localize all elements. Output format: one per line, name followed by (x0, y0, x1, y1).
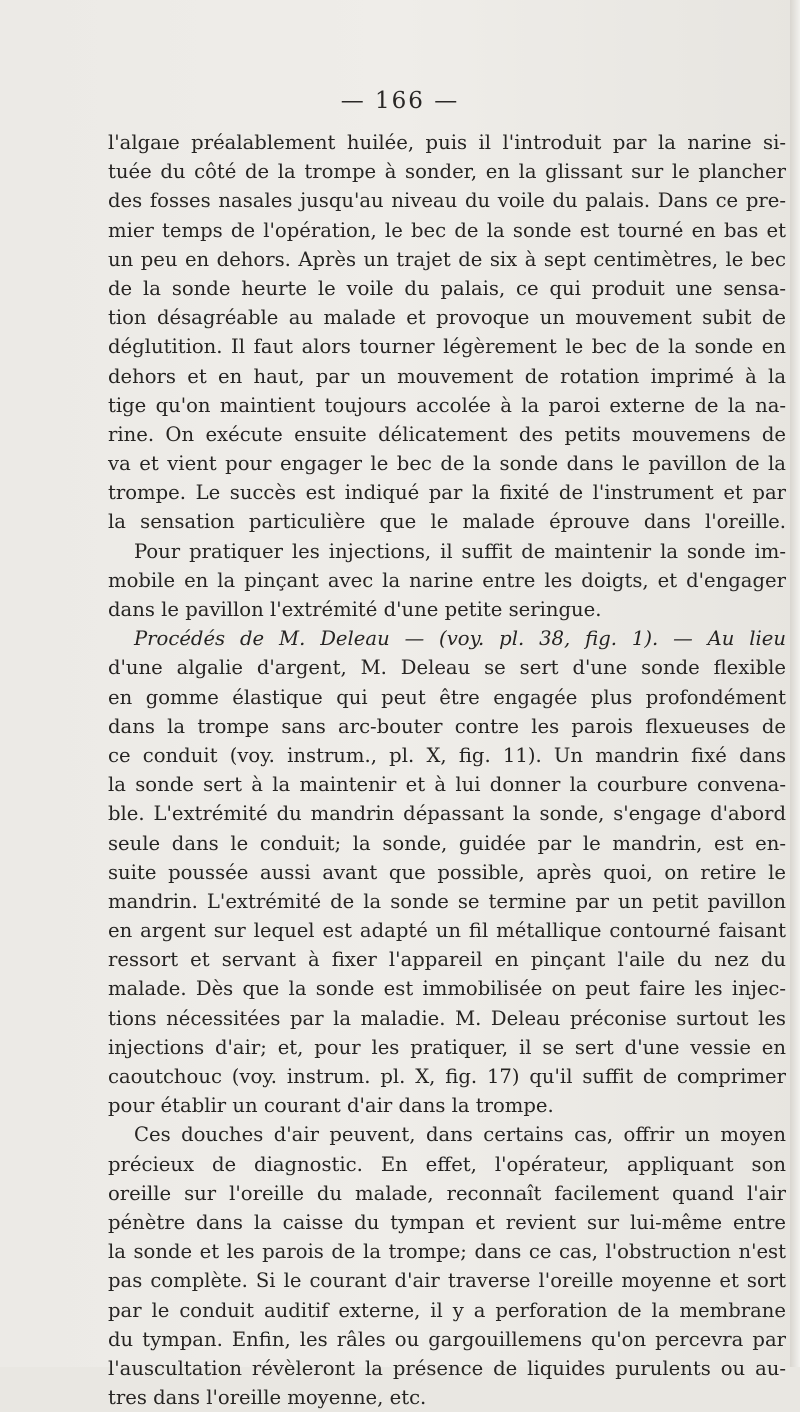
text-line: Ces douches d'air peuvent, dans certains cas, offrir un moyen (134, 1123, 786, 1147)
text-line: pénètre dans la caisse du tympan et revient sur lui-même entre (108, 1210, 786, 1234)
text-line: ble. L'extrémité du mandrin dépassant la sonde, s'engage d'abord (108, 802, 786, 826)
text-line: rine. On exécute ensuite délicatement des petits mouvemens de (108, 422, 786, 446)
text-line: malade. Dès que la sonde est immobilisée on peut faire les injec- (108, 977, 786, 1001)
text-line: précieux de diagnostic. En effet, l'opérateur, appliquant son (108, 1152, 786, 1176)
text-line: en argent sur lequel est adapté un fil métallique contourné faisant (108, 919, 786, 943)
text-line: caoutchouc (voy. instrum. pl. X, fig. 17) qu'il suffit de comprimer (108, 1065, 786, 1088)
text-line: la sensation particulière que le malade éprouve dans l'oreille. (108, 510, 786, 534)
text-line: mobile en la pinçant avec la narine entre les doigts, et d'engager (108, 568, 786, 592)
page-edge (790, 0, 800, 1367)
text-line: dans le pavillon l'extrémité d'une petite seringue. (108, 598, 602, 621)
text-line: tion désagréable au malade et provoque un mouvement subit de (108, 306, 786, 330)
page-number: — 166 — (340, 88, 460, 114)
text-line: tuée du côté de la trompe à sonder, en la glissant sur le plancher (108, 160, 786, 184)
text-line: tres dans l'oreille moyenne, etc. (108, 1386, 427, 1410)
text-line: l'auscultation révèleront la présence de liquides purulents ou au- (108, 1356, 786, 1380)
text-line: en gomme élastique qui peut être engagée plus profondément (108, 685, 786, 709)
text-line: pas complète. Si le courant d'air traverse l'oreille moyenne et sort (108, 1269, 786, 1293)
text-line: un peu en dehors. Après un trajet de six à sept centimètres, le bec (108, 247, 786, 271)
text-line: tige qu'on maintient toujours accolée à la paroi externe de la na- (108, 393, 786, 417)
text-line: de la sonde heurte le voile du palais, ce qui produit une sensa- (108, 276, 786, 300)
text-line: d'une algalie d'argent, M. Deleau se sert d'une sonde flexible (108, 656, 786, 680)
text-line: des fosses nasales jusqu'au niveau du voile du palais. Dans ce pre- (108, 189, 786, 213)
body-text (108, 128, 786, 1412)
text-line: la sonde et les parois de la trompe; dans ce cas, l'obstruction n'est (108, 1240, 786, 1264)
text-line: pour établir un courant d'air dans la trompe. (108, 1094, 554, 1118)
text-line: oreille sur l'oreille du malade, reconnaît facilement quand l'air (108, 1181, 786, 1205)
text-line: dehors et en haut, par un mouvement de rotation imprimé à la (108, 364, 786, 388)
text-line: va et vient pour engager le bec de la sonde dans le pavillon de la (108, 452, 786, 476)
text-line: la sonde sert à la maintenir et à lui donner la courbure convena- (108, 773, 786, 797)
text-line: par le conduit auditif externe, il y a perforation de la membrane (108, 1298, 786, 1322)
text-line: du tympan. Enfin, les râles ou gargouillemens qu'on percevra par (108, 1327, 786, 1351)
text-line: seule dans le conduit; la sonde, guidée par le mandrin, est en- (108, 831, 786, 855)
text-line: suite poussée aussi avant que possible, après quoi, on retire le (108, 860, 786, 884)
text-line: tions nécessitées par la maladie. M. Deleau préconise surtout les (108, 1006, 786, 1030)
text-line: trompe. Le succès est indiqué par la fixité de l'instrument et par (108, 481, 786, 505)
text-line: mandrin. L'extrémité de la sonde se termine par un petit pavillon (108, 889, 786, 913)
text-line: déglutition. Il faut alors tourner légèrement le bec de la sonde en (108, 335, 786, 359)
text-line: Procédés de M. Deleau — (voy. pl. 38, fig. 1). — Au lieu (134, 627, 786, 651)
text-line: l'algaıe préalablement huilée, puis il l'introduit par la narine si- (108, 131, 786, 154)
text-line: mier temps de l'opération, le bec de la sonde est tourné en bas et (108, 218, 786, 242)
text-line: ce conduit (voy. instrum., pl. X, fig. 11). Un mandrin fixé dans (108, 743, 786, 767)
text-line: dans la trompe sans arc-bouter contre les parois flexueuses de (108, 714, 786, 738)
text-line: injections d'air; et, pour les pratiquer, il se sert d'une vessie en (108, 1035, 786, 1059)
text-line: ressort et servant à fixer l'appareil en pinçant l'aile du nez du (108, 948, 786, 972)
text-line: Pour pratiquer les injections, il suffit de maintenir la sonde im- (134, 539, 786, 563)
